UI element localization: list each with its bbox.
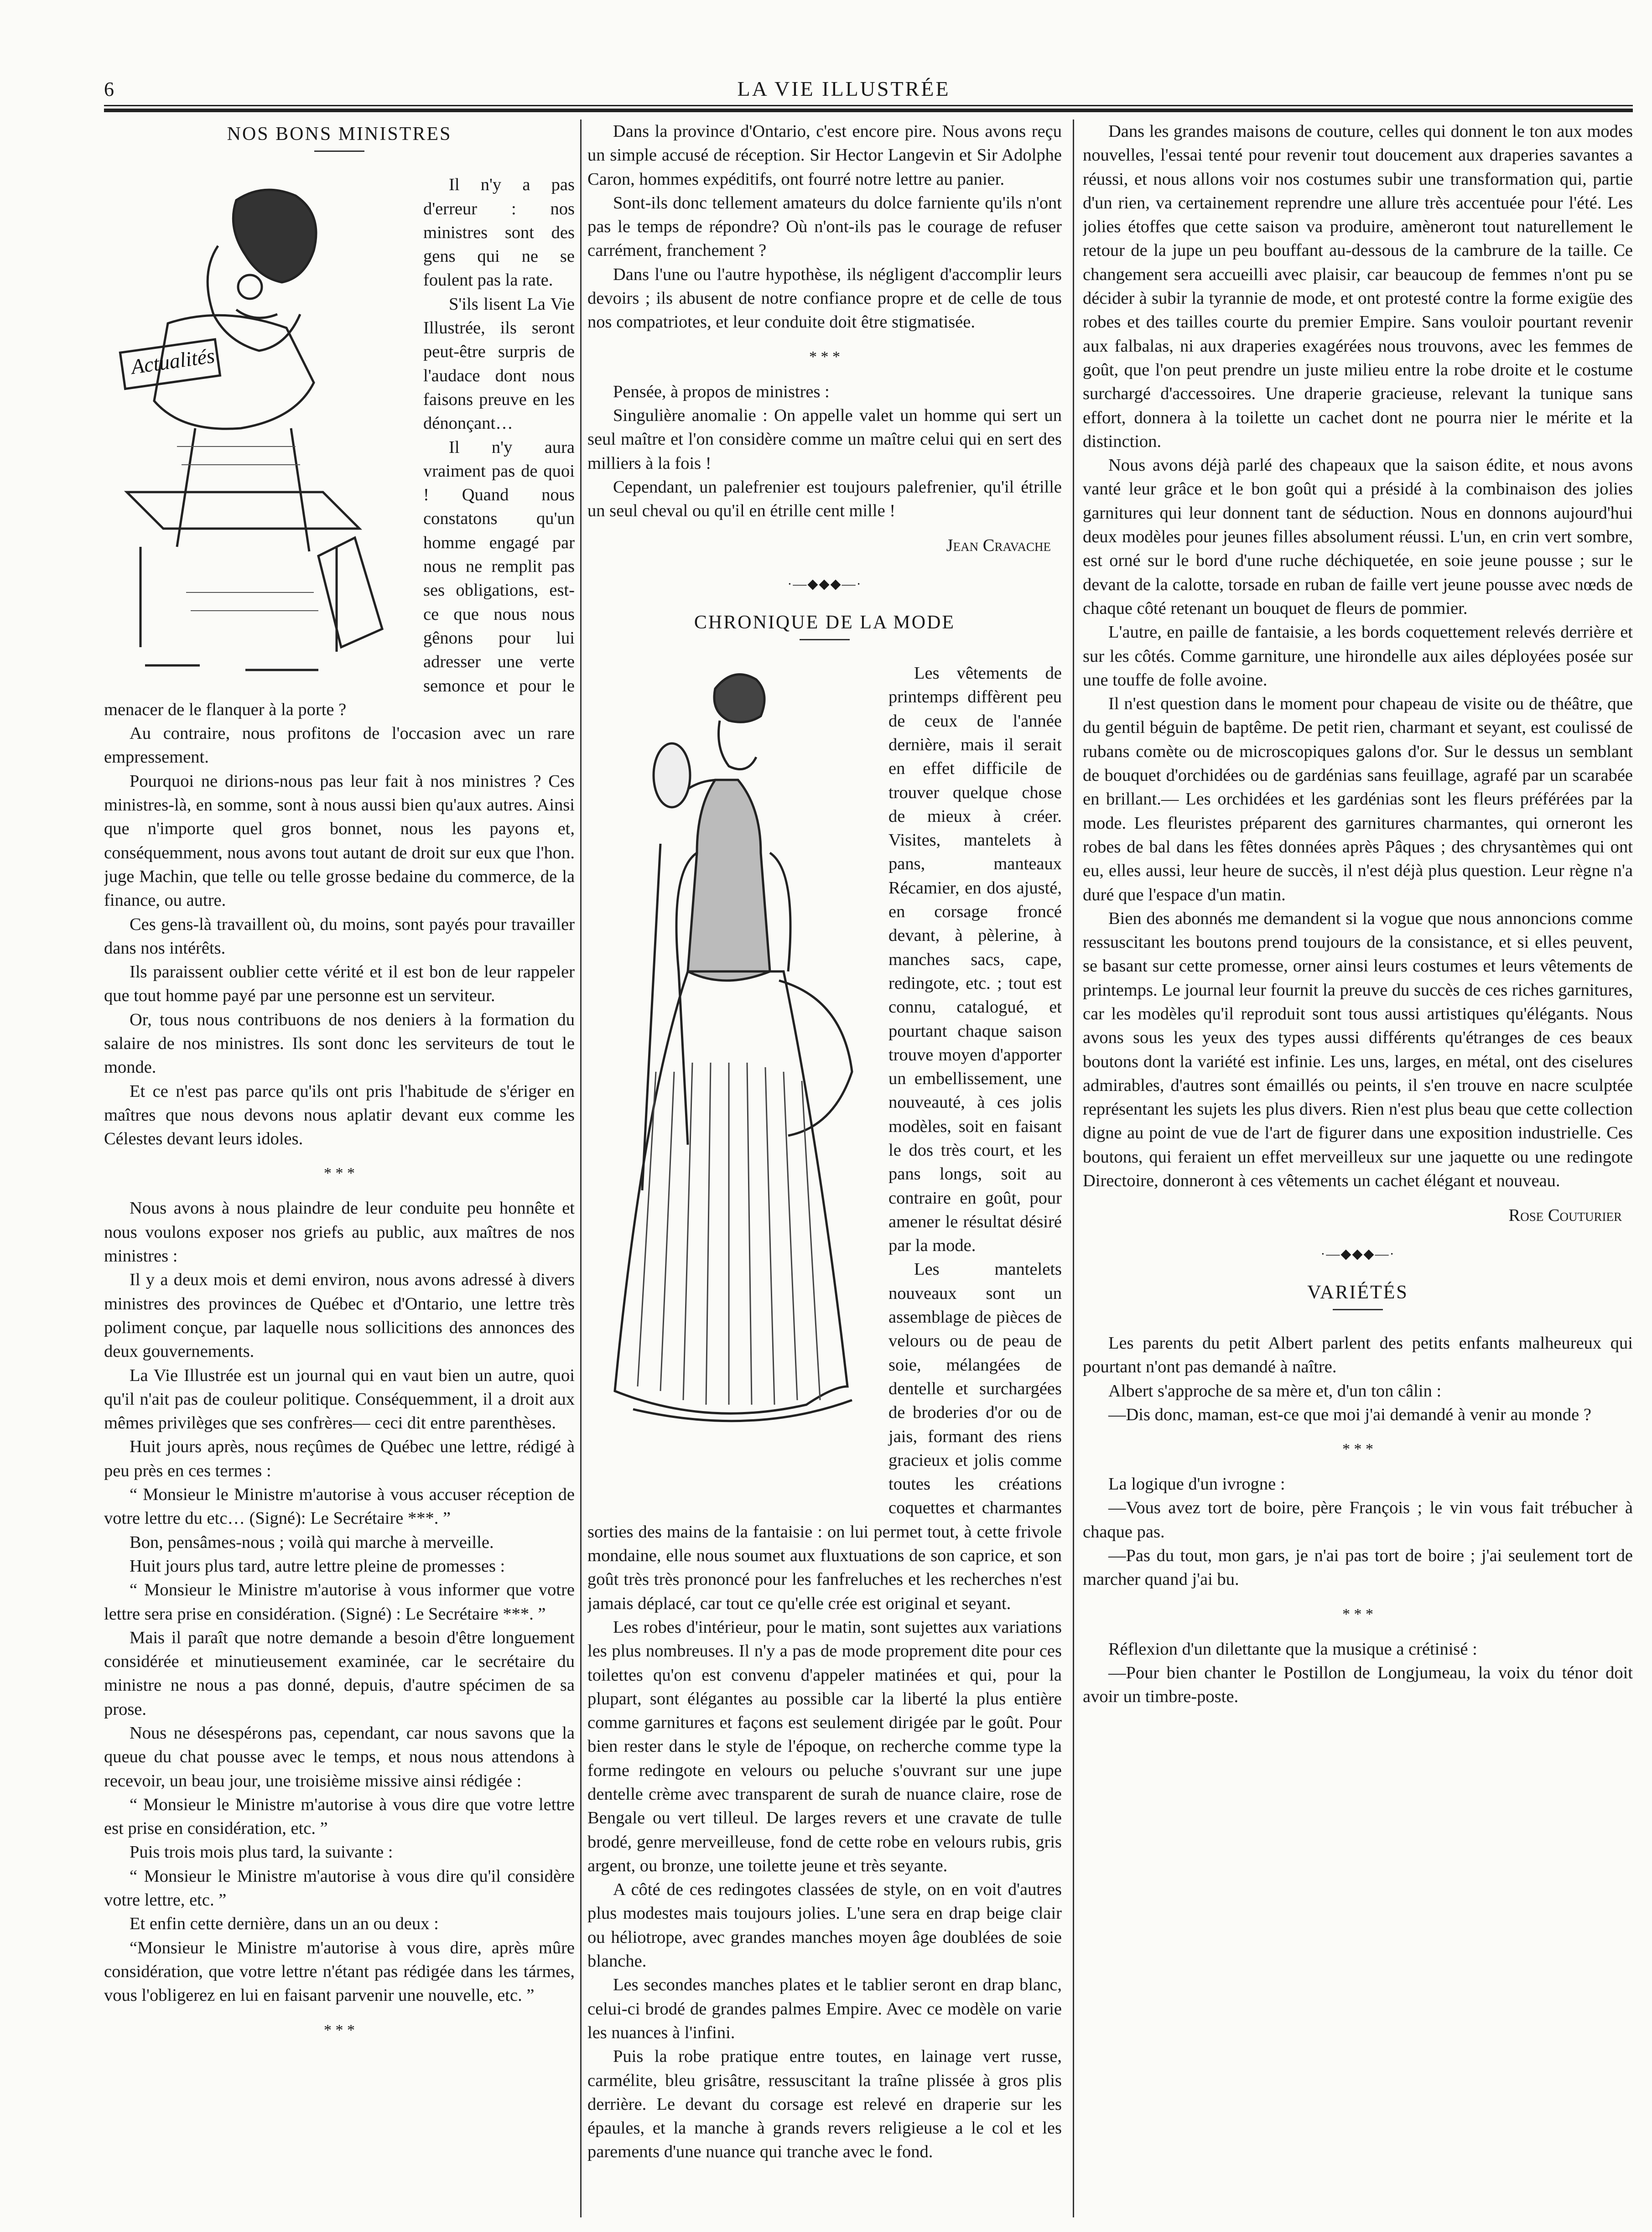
- column-3: [1083, 119, 1633, 2213]
- paragraph: La logique d'un ivrogne :: [1108, 1474, 1285, 1494]
- paragraph: Albert s'approche de sa mère et, d'un ton câlin :: [1108, 1381, 1442, 1401]
- paragraph: Ces gens-là travaillent où, du moins, sont payés pour travailler dans nos intérêts.: [104, 914, 575, 958]
- paragraph: A côté de ces redingotes classées de style, on en voit d'autres plus modestes mais toujours jolies. L'une sera en drap beige clair ou héliotrope, avec grandes manches moyen âge doublées de soie blanche.: [587, 1880, 1062, 1971]
- heading-rule: [314, 151, 364, 152]
- paragraph: Il n'y a pas d'erreur : nos ministres sont des gens qui ne se foulent pas la rate.: [423, 175, 575, 290]
- paragraph: Les robes d'intérieur, pour le matin, sont sujettes aux variations les plus nombreuses. Il n'y a pas de mode proprement dite pour ces toilettes qu'on est convenu d'appeler matinées et qui, pour la plupart, sont élégantes au possible car la liberté la plus entière comme garnitures et façons est seulement dirigée par le goût. Pour bien rester dans le style de l'époque, on recherche comme type la forme redingote en velours ou peluche s'ouvrant sur une jupe dentelle crème avec transparent de surah de nuance claire, rose de Bengale ou vert tilleul. De larges revers et une cravate de tulle brodé, genre merveilleuse, fond de cette robe en velours rubis, gris argent, ou bronze, une toilette jeune et très seyante.: [587, 1617, 1062, 1875]
- paragraph: Dans la province d'Ontario, c'est encore pire. Nous avons reçu un simple accusé de réception. Sir Hector Langevin et Sir Adolphe Caron, hommes expéditifs, ont fourré notre lettre au panier.: [587, 122, 1062, 189]
- paragraph: Les parents du petit Albert parlent des petits enfants malheureux qui pourtant n'ont pas demandé à naître.: [1083, 1333, 1633, 1377]
- paragraph: Les mantelets nouveaux sont un assemblage de pièces de velours ou de peau de soie, mélangées de dentelle et surchargées de broderies d'or ou de jais, formant des riens gracieux et jolis comme toutes les créations coquettes et charmantes sorties des mains de la fantaisie : on lui permet tout, à cette frivole mondaine, elle nous soumet aux fluxtuations de son caprice, et son goût très très prononcé pour les fanfreluches et les recherches n'est jamais déplacé, car tout ce qu'elle crée est original et seyant.: [587, 1260, 1062, 1613]
- paragraph: Cependant, un palefrenier est toujours palefrenier, qu'il étrille un seul cheval ou qu'il en étrille cent mille !: [587, 477, 1062, 521]
- header-rule-thick: [104, 109, 1633, 112]
- page-number: 6: [104, 78, 114, 100]
- column-divider: [580, 119, 582, 2217]
- paragraph: Or, tous nous contribuons de nos deniers à la formation du salaire de nos ministres. Ils sont donc les serviteurs de tout le monde.: [104, 1010, 575, 1077]
- paragraph: Huit jours après, nous reçûmes de Québec une lettre, rédigé à peu près en ces termes :: [104, 1437, 575, 1480]
- heading-rule: [1333, 1309, 1383, 1310]
- paragraph: Bon, pensâmes-nous ; voilà qui marche à merveille.: [130, 1532, 494, 1552]
- section-stars: * * *: [324, 1165, 355, 1182]
- paragraph: Et ce n'est pas parce qu'ils ont pris l'habitude de s'ériger en maîtres que nous devons nous aplatir devant eux comme les Célestes devant leurs idoles.: [104, 1081, 575, 1149]
- paragraph: —Pour bien chanter le Postillon de Longjumeau, la voix du ténor doit avoir un timbre-poste.: [1083, 1663, 1633, 1707]
- minister-cartoon-illustration: [104, 173, 414, 697]
- article-heading: VARIÉTÉS: [1307, 1282, 1408, 1303]
- paragraph: S'ils lisent La Vie Illustrée, ils seront peut-être surpris de l'audace dont nous faisons preuve en les dénonçant…: [423, 294, 575, 433]
- column-2: [587, 119, 1062, 2213]
- author-signature: Jean Cravache: [946, 536, 1051, 555]
- paragraph: “ Monsieur le Ministre m'autorise à vous informer que votre lettre sera prise en considération. (Signé) : Le Secrétaire ***. ”: [104, 1580, 575, 1624]
- paragraph: —Pas du tout, mon gars, je n'ai pas tort de boire ; j'ai seulement tort de marcher quand j'ai bu.: [1083, 1546, 1633, 1589]
- paragraph: Huit jours plus tard, autre lettre pleine de promesses :: [130, 1556, 505, 1576]
- paragraph: Au contraire, nous profitons de l'occasion avec un rare empressement.: [104, 724, 575, 767]
- article-heading: NOS BONS MINISTRES: [227, 124, 452, 145]
- heading-rule: [800, 639, 850, 640]
- paragraph: Nous ne désespérons pas, cependant, car nous savons que la queue du chat pousse avec le temps, et nous nous attendons à recevoir, un beau jour, une troisième missive ainsi rédigée :: [104, 1723, 575, 1791]
- fashion-lady-illustration: [587, 661, 879, 1500]
- paragraph: Singulière anomalie : On appelle valet un homme qui sert un seul maître et l'on considère comme un maître celui qui en sert des milliers à la fois !: [587, 405, 1062, 473]
- divider-ornament: ·—◆◆◆—·: [787, 576, 862, 592]
- column-1: [104, 119, 575, 2213]
- paragraph: Il n'est question dans le moment pour chapeau de visite ou de théâtre, que du gentil béguin de baptême. De petit rien, charmant et seyant, est coulissé de rubans comète ou de microscopiques galons d'or. Sur le dessus un semblant de bouquet d'orchidées ou de gardénias sans feuillage, agrafé par un scarabée en brillant.— Les orchidées et les gardénias sont les fleurs préférées par la mode. Les fleuristes préparent des garnitures charmantes, qui orneront les robes de bal dans les fêtes données après Pâques ; des chrysantèmes qui ont eu, elles aussi, leur heure de succès, il n'est déjà plus question. Leur règne n'a duré que l'espace d'un matin.: [1083, 694, 1633, 904]
- paragraph: Les secondes manches plates et le tablier seront en drap blanc, celui-ci brodé de grandes palmes Empire. Avec ce modèle on varie les nuances à l'infini.: [587, 1975, 1062, 2042]
- paragraph: “ Monsieur le Ministre m'autorise à vous dire que votre lettre est prise en considération, etc. ”: [104, 1795, 575, 1838]
- divider-ornament: ·—◆◆◆—·: [1320, 1246, 1395, 1261]
- section-stars: * * *: [809, 348, 840, 365]
- paragraph: Nous avons à nous plaindre de leur conduite peu honnête et nous voulons exposer nos griefs au public, aux maîtres de nos ministres :: [104, 1199, 575, 1266]
- paragraph: Dans les grandes maisons de couture, celles qui donnent le ton aux modes nouvelles, l'essai tenté pour revenir tout doucement aux draperies savantes a réussi, et nous allons voir nos costumes subir une transformation qui, partie d'un rien, va certainement reprendre une allure très accentuée pour l'été. Les jolies étoffes que cette saison va produire, amèneront tout naturellement le retour de la jupe un peu bouffant au-dessous de la cambrure de la taille. Ce changement sera accueilli avec plaisir, car beaucoup de femmes n'ont pu se décider à subir la tyrannie de mode, et ont protesté contre la forme exigüe des robes et des tailles courte du premier Empire. Sans vouloir pourtant revenir aux falbalas, ni aux draperies exagérées nous trouvons, avec les femmes de goût, que l'on peut prendre un juste milieu entre la robe droite et le costume surchargé d'accessoires. Une draperie gracieuse, relevant la tunique sans effort, donnera à la toilette un cachet dont ne pourra nier le mérite et la distinction.: [1083, 122, 1633, 451]
- paragraph: “ Monsieur le Ministre m'autorise à vous dire qu'il considère votre lettre, etc. ”: [104, 1866, 575, 1910]
- paragraph: Réflexion d'un dilettante que la musique a crétinisé :: [1108, 1639, 1477, 1659]
- paragraph: Il y a deux mois et demi environ, nous avons adressé à divers ministres des provinces de Québec et d'Ontario, une lettre très poliment conçue, par laquelle nous sollicitions des annonces des deux gouvernements.: [104, 1270, 575, 1361]
- paragraph: “ Monsieur le Ministre m'autorise à vous accuser réception de votre lettre du etc… (Signé): Le Secrétaire ***. ”: [104, 1485, 575, 1528]
- paragraph: Sont-ils donc tellement amateurs du dolce farniente qu'ils n'ont pas le temps de répondre? Où n'ont-ils pas le courage de refuser carrément, franchement ?: [587, 193, 1062, 260]
- paragraph: Ils paraissent oublier cette vérité et il est bon de leur rappeler que tout homme payé par une personne est un serviteur.: [104, 962, 575, 1006]
- masthead-title: LA VIE ILLUSTRÉE: [737, 77, 951, 100]
- paragraph: Il n'y aura vraiment pas de quoi ! Quand nous constatons qu'un homme engagé par nous ne remplit pas ses obligations, est-ce que nous nous gênons pour lui adresser une verte semonce et pour le menacer de le flanquer à la porte ?: [104, 437, 575, 719]
- header-rule: [104, 105, 1633, 106]
- paragraph: Pourquoi ne dirions-nous pas leur fait à nos ministres ? Ces ministres-là, en somme, sont à nous aussi bien qu'aux autres. Ainsi que n'importe quel gros bonnet, nous les payons et, conséquemment, nous avons tout autant de droit sur eux que l'hon. juge Machin, que telle ou telle grosse bedaine du commerce, de la finance, ou autre.: [104, 771, 575, 910]
- paragraph: Mais il paraît que notre demande a besoin d'être longuement considérée et minutieusement examinée, car le secrétaire du ministre ne nous a pas donné, depuis, d'autre spécimen de sa prose.: [104, 1628, 575, 1719]
- paragraph: La Vie Illustrée est un journal qui en vaut bien un autre, quoi qu'il n'ait pas de couleur politique. Conséquemment, il a droit aux mêmes privilèges que ses confrères— ceci dit entre parenthèses.: [104, 1365, 575, 1433]
- paragraph: Puis trois mois plus tard, la suivante :: [130, 1843, 393, 1862]
- section-stars: * * *: [1342, 1605, 1373, 1623]
- paragraph: Nous avons déjà parlé des chapeaux que la saison édite, et nous avons vanté leur grâce et le bon goût qui a présidé à la combinaison des jolies garnitures qui leur donnent tant de séduction. Nous en donnons aujourd'hui deux modèles pour jeunes filles absolument réussi. L'un, en crin vert sombre, est orné sur le bord d'une ruche déchiquetée, en soie jeune pousse ; sur le devant de la calotte, torsade en ruban de faille vert jeune pousse avec nœds de chaque côté retenant un bouquet de fleurs de pommier.: [1083, 456, 1633, 618]
- paragraph: “Monsieur le Ministre m'autorise à vous dire, après mûre considération, que votre lettre n'étant pas rédigée dans les tármes, vous l'obligerez en lui en faisant parvenir une nouvelle, etc. ”: [104, 1938, 575, 2005]
- cartoon-caption: Actualités: [130, 344, 216, 379]
- paragraph: Pensée, à propos de ministres :: [613, 382, 830, 401]
- paragraph: Dans l'une ou l'autre hypothèse, ils négligent d'accomplir leurs devoirs ; ils abusent de notre confiance propre et de celle de tous nos compatriotes, et leur conduite doit être stigmatisée.: [587, 265, 1062, 332]
- paragraph: —Dis donc, maman, est-ce que moi j'ai demandé à venir au monde ?: [1108, 1405, 1591, 1424]
- column-divider: [1073, 119, 1074, 2217]
- paragraph: Bien des abonnés me demandent si la vogue que nous annoncions comme ressuscitant les boutons prend toujours de la consistance, et si elles peuvent, se basant sur cette promesse, orner ainsi leurs costumes et leurs vêtements de printemps. Le journal leur fournit la preuve du succès de ces riches garnitures, car les modèles qu'il reproduit sont tous aussi artistiques qu'élégants. Nous avons sous les yeux des types aussi différents qu'étranges de ces beaux boutons dont la variété est infinie. Les uns, larges, en métal, ont des ciselures admirables, d'autres sont émaillés ou peints, il s'en trouve en nacre sculptée représentant les sujets les plus divers. Rien n'est plus beau que cette collection digne au point de vue de l'art de figurer dans une exposition industrielle. Ces boutons, qui feraient un effet merveilleux sur une jaquette ou une redingote Directoire, donneront à ces vêtements un cachet élégant et nouveau.: [1083, 908, 1633, 1191]
- author-signature: Rose Couturier: [1508, 1206, 1622, 1225]
- paragraph: Et enfin cette dernière, dans un an ou deux :: [130, 1914, 439, 1934]
- paragraph: —Vous avez tort de boire, père François ; le vin vous fait trébucher à chaque pas.: [1083, 1498, 1633, 1542]
- paragraph: Puis la robe pratique entre toutes, en lainage vert russe, carmélite, bleu grisâtre, ressuscitant la traîne plissée à gros plis derrière. Le devant du corsage est relevé en draperie sur les épaules, et la manche à grands revers religieuse a le col et les parements d'une nuance qui tranche avec le fond.: [587, 2047, 1062, 2162]
- article-heading: CHRONIQUE DE LA MODE: [694, 612, 956, 633]
- section-stars: * * *: [324, 2021, 355, 2039]
- paragraph: L'autre, en paille de fantaisie, a les bords coquettement relevés derrière et sur les côtés. Comme garniture, une hirondelle aux ailes déployées posée sur une touffe de folle avoine.: [1083, 623, 1633, 690]
- paragraph: Les vêtements de printemps diffèrent peu de ceux de l'année dernière, mais il serait en effet difficile de trouver quelque chose de mieux à créer. Visites, mantelets à pans, manteaux Récamier, en dos ajusté, en corsage froncé devant, à pèlerine, à manches sacs, cape, redingote, etc. ; tout est connu, catalogué, et pourtant chaque saison trouve moyen d'apporter un embellissement, une nouveauté, à ces jolis modèles, soit en faisant le dos très court, et les pans longs, soit au contraire en goût, pour amener le résultat désiré par la mode.: [888, 664, 1062, 1256]
- section-stars: * * *: [1342, 1441, 1373, 1458]
